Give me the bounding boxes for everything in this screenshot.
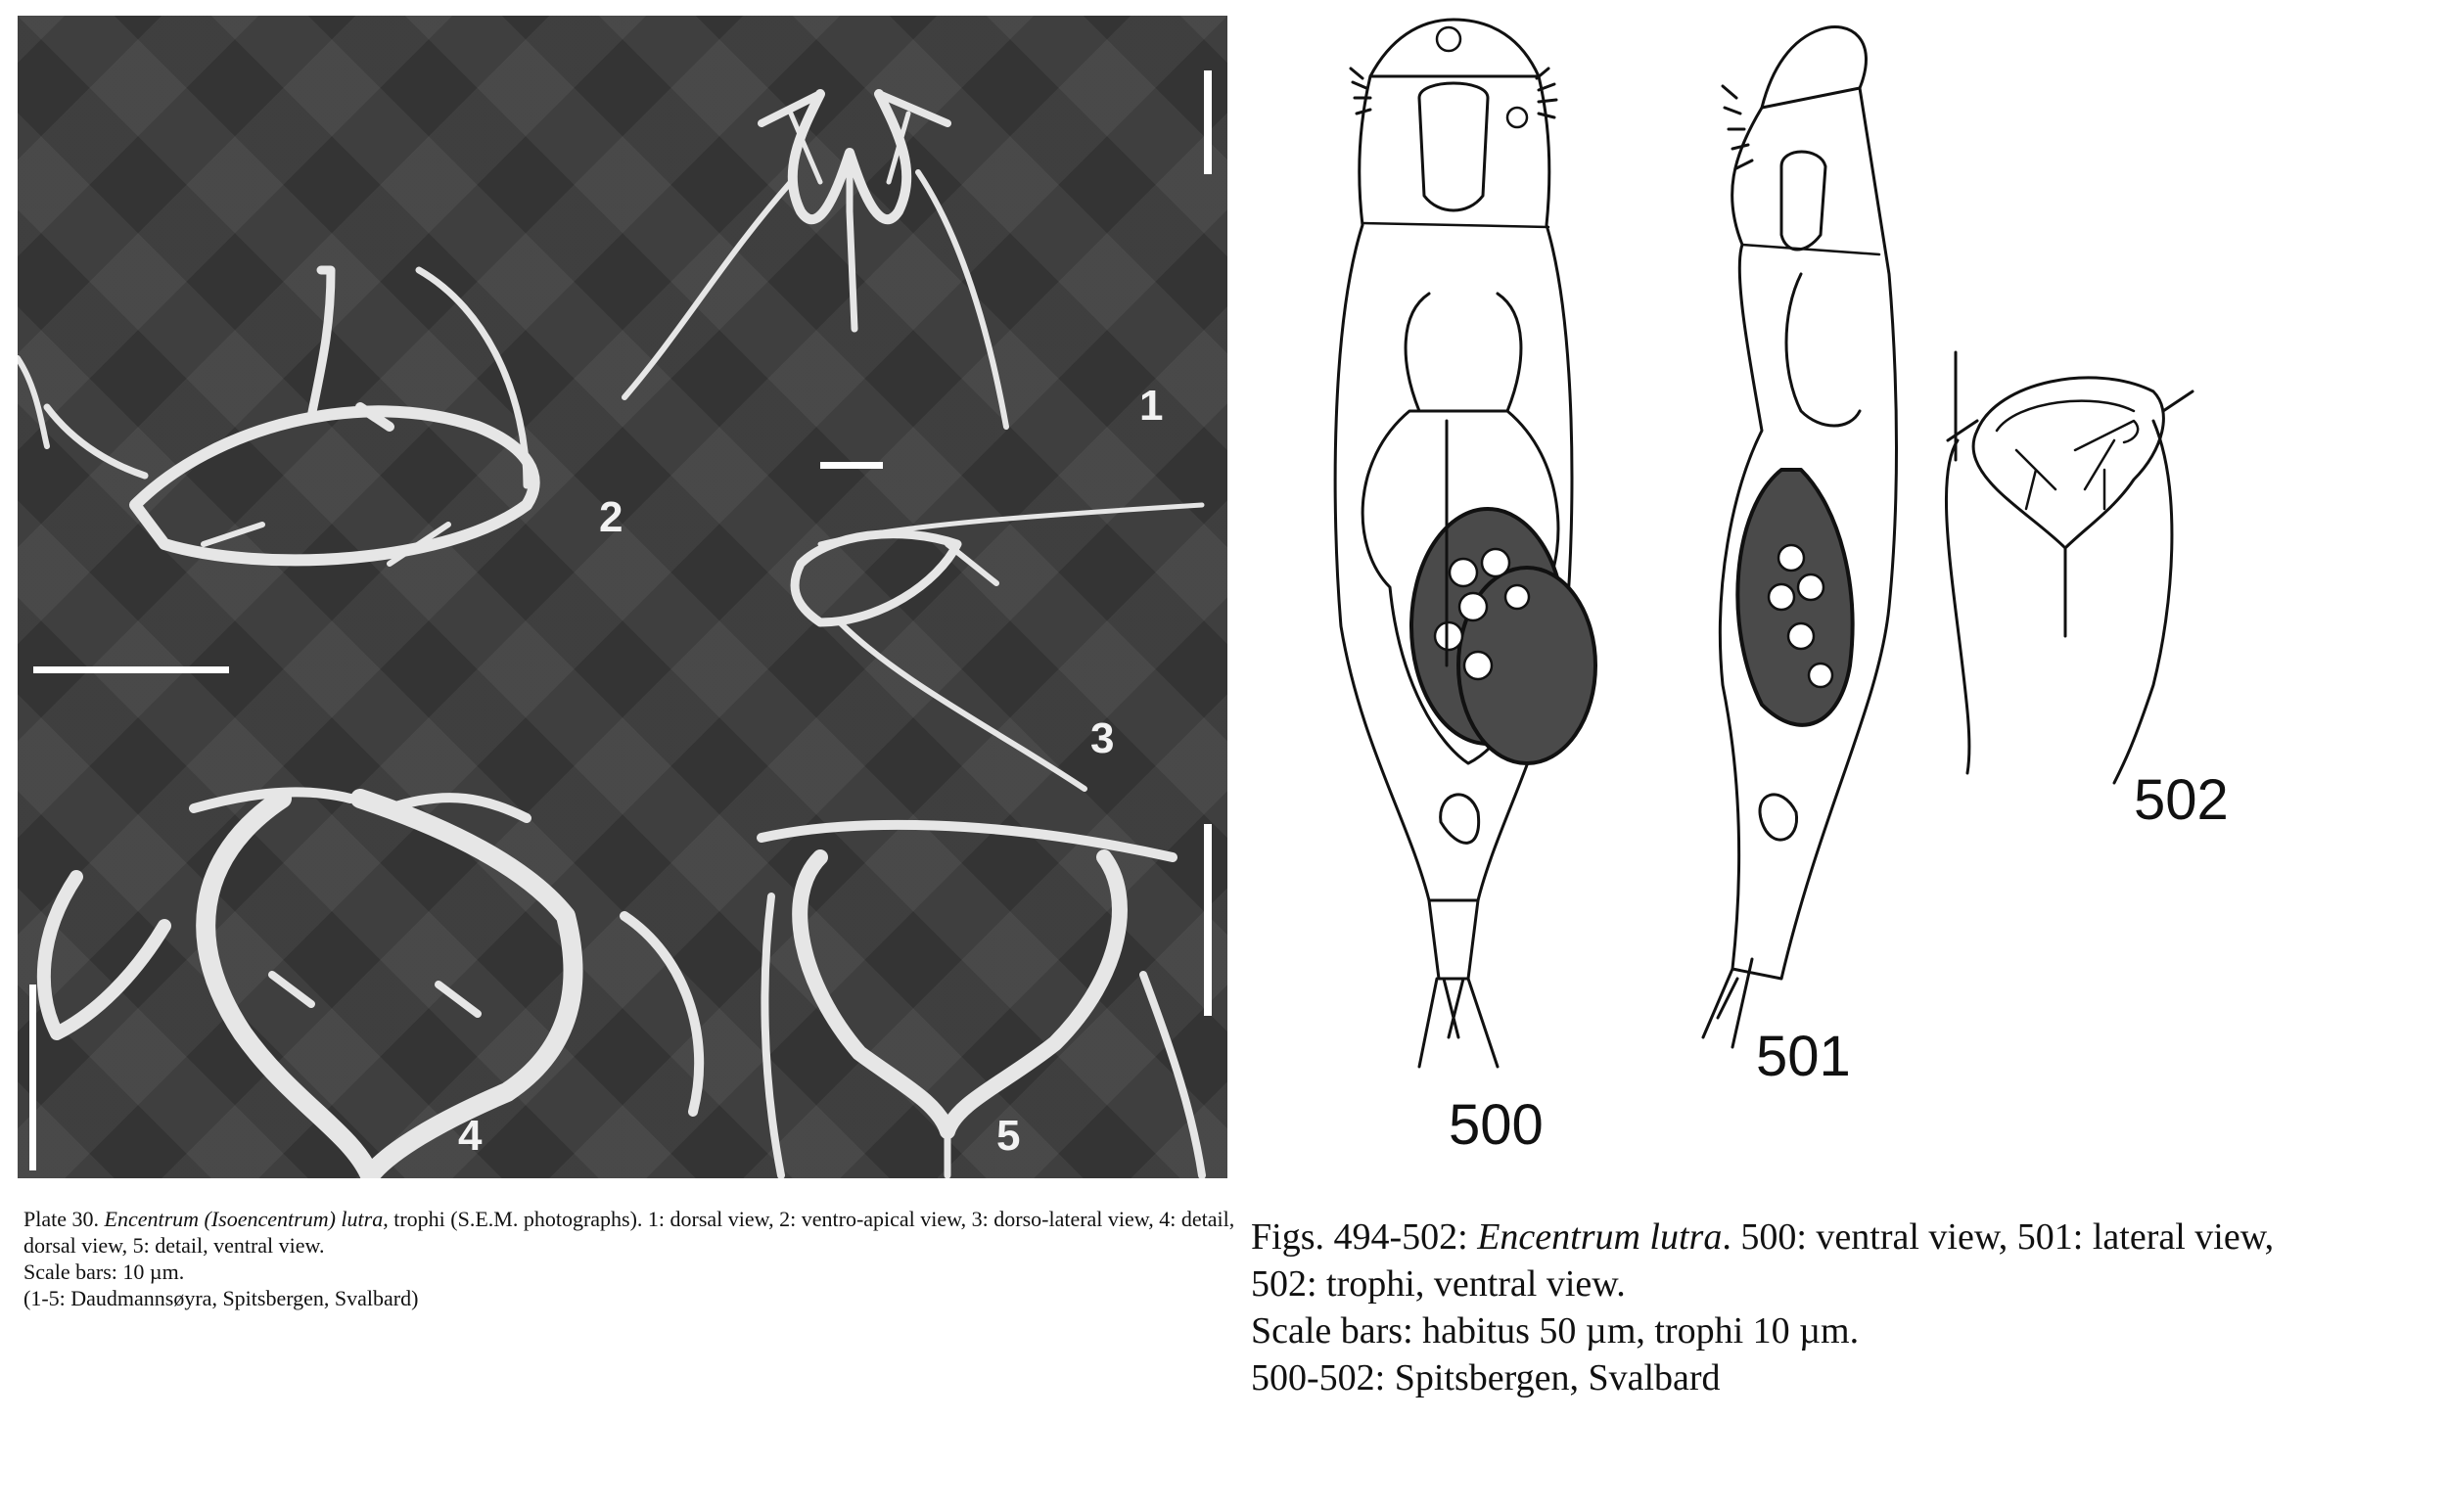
figure-caption-scale: Scale bars: habitus 50 µm, trophi 10 µm. (1251, 1310, 1860, 1352)
scale-bar-panel-5 (1204, 824, 1212, 1016)
figure-caption-line-2: 502: trophi, ventral view. (1251, 1263, 1626, 1305)
figure-label-502: 502 (2134, 768, 2229, 832)
line-drawings (1272, 0, 2447, 1214)
habitus-drawings (1272, 0, 2447, 1214)
plate-caption-text: , trophi (S.E.M. photographs). 1: dorsal view, 2: ventro-apical view, 3: dorso-lateral view, 4: detail, dorsal view, 5: detail, ventral view. (23, 1207, 1235, 1258)
plate-scale-line: Scale bars: 10 µm. (23, 1260, 185, 1284)
scale-bar-panel-2 (33, 666, 229, 673)
trophi-panel-3-graphic (795, 505, 1202, 789)
figure-caption (1251, 1214, 2445, 1401)
plate-title-prefix: Plate 30. (23, 1207, 99, 1231)
sem-trophi-photos (18, 16, 1227, 1178)
figure-502-trophi-graphic (1946, 378, 2193, 783)
panel-number-4: 4 (458, 1112, 483, 1160)
trophi-panel-2-graphic (18, 270, 534, 564)
figure-label-501: 501 (1756, 1025, 1851, 1088)
plate-locality: (1-5: Daudmannsøyra, Spitsbergen, Svalbard) (23, 1286, 419, 1310)
scale-bar-panel-3 (820, 462, 883, 469)
plate-caption (23, 1206, 1237, 1311)
figure-label-500: 500 (1449, 1093, 1544, 1157)
panel-number-5: 5 (996, 1112, 1021, 1160)
sem-photo-plate (18, 16, 1227, 1178)
panel-number-3: 3 (1090, 714, 1115, 762)
figure-500-ventral-view-graphic (1335, 20, 1595, 1067)
trophi-panel-4-graphic (44, 792, 699, 1175)
figure-species-name: Encentrum lutra (1477, 1216, 1723, 1258)
figure-501-lateral-view-graphic (1703, 27, 1897, 1048)
panel-number-2: 2 (599, 493, 623, 541)
scale-bar-panel-1 (1204, 70, 1212, 174)
figure-caption-views: . 500: ventral view, 501: lateral view, (1722, 1216, 2275, 1258)
figure-caption-prefix: Figs. 494-502: (1251, 1216, 1468, 1258)
trophi-panel-5-graphic (762, 825, 1202, 1175)
figure-caption-locality: 500-502: Spitsbergen, Svalbard (1251, 1357, 1721, 1398)
plate-species-name: Encentrum (Isoencentrum) lutra (104, 1207, 384, 1231)
panel-number-1: 1 (1139, 382, 1164, 430)
trophi-panel-1-graphic (624, 94, 1006, 427)
scale-bar-panel-4 (29, 985, 36, 1170)
